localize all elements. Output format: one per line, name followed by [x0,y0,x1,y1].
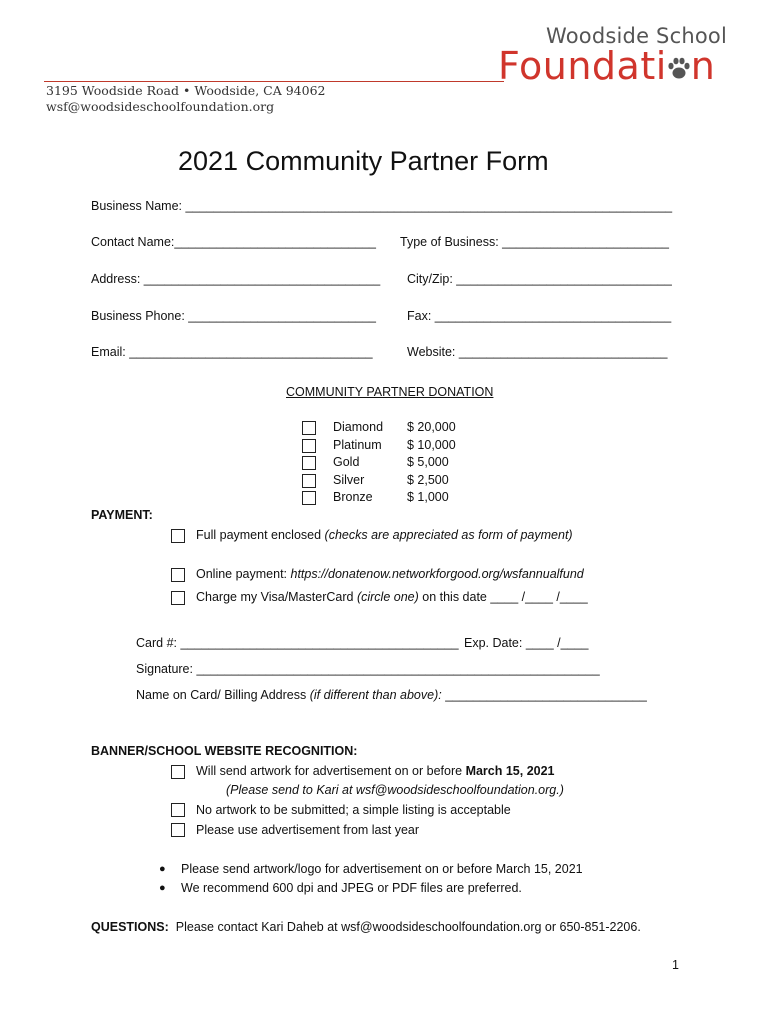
level-name: Silver [333,472,365,487]
level-name: Bronze [333,490,373,504]
bullet-icon: ● [159,863,166,875]
level-amount: $ 5,000 [407,455,449,469]
page-title: 2021 Community Partner Form [178,146,549,176]
bullet-icon: ● [159,882,166,894]
page-number: 1 [672,958,679,972]
header-rule [44,81,504,82]
city-zip-field[interactable]: City/Zip: _______________________________ [407,272,672,286]
billing-address-field[interactable]: Name on Card/ Billing Address (if different than above): _____________________________ [136,688,647,702]
level-amount: $ 2,500 [407,472,449,487]
level-amount: $ 10,000 [407,437,456,452]
logo-end-text: n [690,44,716,88]
silver-checkbox[interactable] [302,474,316,488]
diamond-checkbox[interactable] [302,421,316,435]
logo-main-text: Foundati [498,44,667,88]
header-address: 3195 Woodside Road • Woodside, CA 94062 [46,83,326,98]
full-payment-checkbox[interactable] [171,529,185,543]
website-field[interactable]: Website: ______________________________ [407,345,668,359]
last-year-checkbox[interactable] [171,823,185,837]
card-number-field[interactable]: Card #: ________________________________________ [136,636,459,650]
online-payment-checkbox[interactable] [171,568,185,582]
online-payment-link[interactable]: https://donatenow.networkforgood.org/wsfannualfund [290,567,584,581]
send-artwork-label: Will send artwork for advertisement on or before March 15, 2021 [196,764,555,778]
platinum-checkbox[interactable] [302,439,316,453]
level-amount: $ 20,000 [407,420,456,434]
business-phone-field[interactable]: Business Phone: ___________________________ [91,309,376,323]
payment-heading: PAYMENT: [91,508,153,522]
charge-card-label: Charge my Visa/MasterCard (circle one) on this date ____ /____ /____ [196,590,588,604]
no-artwork-label: No artwork to be submitted; a simple listing is acceptable [196,803,511,817]
contact-name-field[interactable]: Contact Name:_____________________________ [91,235,376,249]
email-field[interactable]: Email: ___________________________________ [91,345,373,359]
recognition-heading: BANNER/SCHOOL WEBSITE RECOGNITION: [91,744,358,758]
level-name: Diamond [333,420,384,434]
address-field[interactable]: Address: __________________________________ [91,272,381,286]
note-artwork-deadline: Please send artwork/logo for advertisement on or before March 15, 2021 [181,862,583,876]
exp-date-field[interactable]: Exp. Date: ____ /____ [464,636,589,650]
full-payment-label: Full payment enclosed (checks are appreciated as form of payment) [196,528,573,542]
send-artwork-checkbox[interactable] [171,765,185,779]
logo [498,44,715,88]
charge-card-checkbox[interactable] [171,591,185,605]
note-file-format: We recommend 600 dpi and JPEG or PDF files are preferred. [181,881,522,895]
send-artwork-note: (Please send to Kari at wsf@woodsideschoolfoundation.org.) [226,783,564,797]
questions-line: QUESTIONS: Please contact Kari Daheb at wsf@woodsideschoolfoundation.org or 650-851-2206. [91,920,641,934]
fax-field[interactable]: Fax: __________________________________ [407,309,672,323]
donation-heading: COMMUNITY PARTNER DONATION [286,385,494,399]
type-of-business-field[interactable]: Type of Business: ________________________ [400,235,669,249]
bronze-checkbox[interactable] [302,491,316,505]
level-name: Platinum [333,437,382,452]
level-name: Gold [333,455,360,469]
header-email: wsf@woodsideschoolfoundation.org [46,99,275,114]
paw-icon [667,56,691,82]
gold-checkbox[interactable] [302,456,316,470]
business-name-field[interactable]: Business Name: ______________________________________________________________________ [91,199,673,213]
logo-top-text: Woodside School [546,24,727,48]
online-payment-label: Online payment: https://donatenow.networkforgood.org/wsfannualfund [196,567,584,581]
last-year-label: Please use advertisement from last year [196,823,420,837]
level-amount: $ 1,000 [407,490,449,504]
signature-field[interactable]: Signature: __________________________________________________________ [136,662,600,676]
no-artwork-checkbox[interactable] [171,803,185,817]
